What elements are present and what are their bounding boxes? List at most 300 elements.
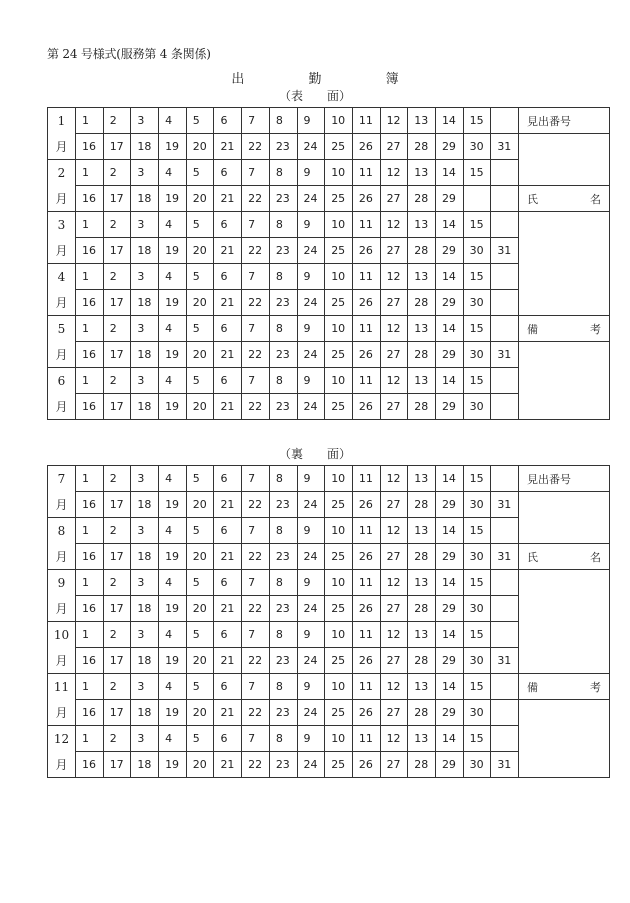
day-cell[interactable]: 27 xyxy=(380,290,408,316)
day-cell[interactable]: 23 xyxy=(269,752,297,778)
day-cell[interactable]: 16 xyxy=(76,752,104,778)
day-cell[interactable]: 7 xyxy=(242,108,270,134)
day-cell[interactable]: 4 xyxy=(159,570,187,596)
day-cell[interactable]: 6 xyxy=(214,570,242,596)
day-cell[interactable]: 27 xyxy=(380,544,408,570)
day-cell[interactable]: 21 xyxy=(214,134,242,160)
day-cell[interactable]: 25 xyxy=(325,544,353,570)
day-cell[interactable]: 18 xyxy=(131,544,159,570)
day-cell[interactable]: 19 xyxy=(159,186,187,212)
day-cell[interactable]: 20 xyxy=(186,700,214,726)
day-cell[interactable]: 19 xyxy=(159,752,187,778)
day-cell[interactable]: 3 xyxy=(131,316,159,342)
day-cell[interactable]: 28 xyxy=(408,134,436,160)
day-cell[interactable]: 29 xyxy=(435,492,463,518)
day-cell[interactable]: 22 xyxy=(242,186,270,212)
day-cell[interactable]: 22 xyxy=(242,492,270,518)
day-cell[interactable]: 13 xyxy=(408,726,436,752)
day-cell[interactable]: 26 xyxy=(352,342,380,368)
day-cell[interactable]: 22 xyxy=(242,596,270,622)
day-cell[interactable]: 13 xyxy=(408,466,436,492)
day-cell[interactable]: 24 xyxy=(297,752,325,778)
day-cell[interactable]: 10 xyxy=(325,212,353,238)
day-cell[interactable]: 9 xyxy=(297,264,325,290)
day-cell[interactable]: 25 xyxy=(325,648,353,674)
day-cell[interactable]: 31 xyxy=(491,134,519,160)
day-cell[interactable]: 8 xyxy=(269,518,297,544)
day-cell[interactable]: 3 xyxy=(131,570,159,596)
day-cell[interactable]: 7 xyxy=(242,622,270,648)
day-cell[interactable]: 9 xyxy=(297,622,325,648)
day-cell[interactable]: 3 xyxy=(131,212,159,238)
day-cell[interactable]: 10 xyxy=(325,108,353,134)
day-cell[interactable]: 26 xyxy=(352,186,380,212)
day-cell[interactable]: 30 xyxy=(463,134,491,160)
day-cell[interactable]: 22 xyxy=(242,544,270,570)
day-cell[interactable]: 16 xyxy=(76,134,104,160)
day-cell[interactable]: 10 xyxy=(325,570,353,596)
day-cell[interactable]: 20 xyxy=(186,186,214,212)
day-cell[interactable]: 28 xyxy=(408,342,436,368)
day-cell[interactable]: 11 xyxy=(352,466,380,492)
day-cell[interactable]: 20 xyxy=(186,752,214,778)
day-cell[interactable]: 17 xyxy=(103,700,131,726)
day-cell[interactable] xyxy=(491,108,519,134)
day-cell[interactable]: 17 xyxy=(103,134,131,160)
day-cell[interactable]: 23 xyxy=(269,596,297,622)
day-cell[interactable]: 23 xyxy=(269,492,297,518)
day-cell[interactable]: 12 xyxy=(380,368,408,394)
day-cell[interactable]: 1 xyxy=(76,108,104,134)
day-cell[interactable]: 13 xyxy=(408,518,436,544)
day-cell[interactable]: 21 xyxy=(214,394,242,420)
day-cell[interactable]: 26 xyxy=(352,134,380,160)
day-cell[interactable]: 16 xyxy=(76,492,104,518)
day-cell[interactable]: 5 xyxy=(186,108,214,134)
day-cell[interactable]: 17 xyxy=(103,342,131,368)
day-cell[interactable]: 15 xyxy=(463,570,491,596)
day-cell[interactable]: 13 xyxy=(408,108,436,134)
day-cell[interactable]: 13 xyxy=(408,368,436,394)
day-cell[interactable]: 15 xyxy=(463,518,491,544)
day-cell[interactable]: 2 xyxy=(103,466,131,492)
day-cell[interactable]: 4 xyxy=(159,212,187,238)
day-cell[interactable]: 7 xyxy=(242,726,270,752)
day-cell[interactable]: 9 xyxy=(297,368,325,394)
day-cell[interactable]: 22 xyxy=(242,394,270,420)
day-cell[interactable]: 21 xyxy=(214,700,242,726)
day-cell[interactable]: 23 xyxy=(269,648,297,674)
day-cell[interactable]: 17 xyxy=(103,238,131,264)
day-cell[interactable]: 20 xyxy=(186,238,214,264)
day-cell[interactable]: 7 xyxy=(242,368,270,394)
day-cell[interactable]: 11 xyxy=(352,674,380,700)
day-cell[interactable]: 22 xyxy=(242,290,270,316)
day-cell[interactable]: 24 xyxy=(297,134,325,160)
day-cell[interactable]: 9 xyxy=(297,466,325,492)
day-cell[interactable]: 25 xyxy=(325,596,353,622)
day-cell[interactable]: 28 xyxy=(408,752,436,778)
day-cell[interactable]: 30 xyxy=(463,596,491,622)
day-cell[interactable]: 25 xyxy=(325,342,353,368)
day-cell[interactable]: 18 xyxy=(131,394,159,420)
day-cell[interactable]: 7 xyxy=(242,518,270,544)
day-cell[interactable]: 25 xyxy=(325,186,353,212)
day-cell[interactable]: 9 xyxy=(297,160,325,186)
day-cell[interactable]: 25 xyxy=(325,700,353,726)
day-cell[interactable]: 19 xyxy=(159,394,187,420)
day-cell[interactable]: 3 xyxy=(131,674,159,700)
day-cell[interactable]: 16 xyxy=(76,290,104,316)
day-cell[interactable] xyxy=(491,700,519,726)
day-cell[interactable]: 22 xyxy=(242,700,270,726)
day-cell[interactable]: 4 xyxy=(159,466,187,492)
day-cell[interactable]: 16 xyxy=(76,648,104,674)
day-cell[interactable]: 16 xyxy=(76,394,104,420)
day-cell[interactable]: 12 xyxy=(380,726,408,752)
day-cell[interactable]: 18 xyxy=(131,648,159,674)
day-cell[interactable] xyxy=(491,186,519,212)
day-cell[interactable]: 5 xyxy=(186,212,214,238)
day-cell[interactable]: 9 xyxy=(297,726,325,752)
day-cell[interactable]: 10 xyxy=(325,518,353,544)
day-cell[interactable]: 14 xyxy=(435,466,463,492)
remarks-field[interactable] xyxy=(519,342,610,420)
day-cell[interactable]: 31 xyxy=(491,342,519,368)
day-cell[interactable]: 31 xyxy=(491,544,519,570)
day-cell[interactable]: 1 xyxy=(76,622,104,648)
day-cell[interactable]: 8 xyxy=(269,264,297,290)
day-cell[interactable]: 3 xyxy=(131,108,159,134)
day-cell[interactable]: 8 xyxy=(269,570,297,596)
day-cell[interactable]: 14 xyxy=(435,726,463,752)
day-cell[interactable]: 18 xyxy=(131,342,159,368)
day-cell[interactable]: 12 xyxy=(380,518,408,544)
day-cell[interactable]: 4 xyxy=(159,518,187,544)
day-cell[interactable]: 5 xyxy=(186,674,214,700)
day-cell[interactable]: 21 xyxy=(214,238,242,264)
day-cell[interactable]: 24 xyxy=(297,290,325,316)
day-cell[interactable]: 12 xyxy=(380,570,408,596)
day-cell[interactable] xyxy=(491,466,519,492)
day-cell[interactable]: 16 xyxy=(76,238,104,264)
day-cell[interactable]: 23 xyxy=(269,134,297,160)
day-cell[interactable]: 2 xyxy=(103,108,131,134)
day-cell[interactable]: 10 xyxy=(325,316,353,342)
day-cell[interactable]: 24 xyxy=(297,492,325,518)
day-cell[interactable]: 12 xyxy=(380,316,408,342)
day-cell[interactable] xyxy=(491,160,519,186)
day-cell[interactable]: 30 xyxy=(463,752,491,778)
day-cell[interactable]: 26 xyxy=(352,596,380,622)
day-cell[interactable]: 26 xyxy=(352,700,380,726)
day-cell[interactable] xyxy=(491,316,519,342)
day-cell[interactable]: 21 xyxy=(214,186,242,212)
day-cell[interactable]: 18 xyxy=(131,492,159,518)
day-cell[interactable] xyxy=(491,726,519,752)
day-cell[interactable]: 19 xyxy=(159,290,187,316)
day-cell[interactable]: 26 xyxy=(352,394,380,420)
day-cell[interactable]: 4 xyxy=(159,264,187,290)
day-cell[interactable]: 4 xyxy=(159,160,187,186)
day-cell[interactable]: 10 xyxy=(325,726,353,752)
day-cell[interactable]: 14 xyxy=(435,160,463,186)
day-cell[interactable]: 13 xyxy=(408,212,436,238)
day-cell[interactable]: 31 xyxy=(491,238,519,264)
day-cell[interactable]: 13 xyxy=(408,264,436,290)
day-cell[interactable]: 3 xyxy=(131,518,159,544)
day-cell[interactable]: 18 xyxy=(131,700,159,726)
day-cell[interactable]: 3 xyxy=(131,466,159,492)
day-cell[interactable]: 30 xyxy=(463,238,491,264)
day-cell[interactable]: 11 xyxy=(352,316,380,342)
day-cell[interactable]: 8 xyxy=(269,368,297,394)
day-cell[interactable]: 23 xyxy=(269,238,297,264)
day-cell[interactable]: 10 xyxy=(325,264,353,290)
day-cell[interactable]: 31 xyxy=(491,752,519,778)
day-cell[interactable]: 1 xyxy=(76,368,104,394)
day-cell[interactable]: 20 xyxy=(186,544,214,570)
day-cell[interactable]: 14 xyxy=(435,212,463,238)
day-cell[interactable]: 25 xyxy=(325,492,353,518)
day-cell[interactable]: 2 xyxy=(103,212,131,238)
day-cell[interactable]: 8 xyxy=(269,622,297,648)
day-cell[interactable]: 6 xyxy=(214,264,242,290)
day-cell[interactable]: 6 xyxy=(214,466,242,492)
day-cell[interactable]: 24 xyxy=(297,700,325,726)
day-cell[interactable]: 1 xyxy=(76,466,104,492)
day-cell[interactable]: 13 xyxy=(408,160,436,186)
name-field[interactable] xyxy=(519,570,610,674)
day-cell[interactable]: 18 xyxy=(131,134,159,160)
day-cell[interactable]: 12 xyxy=(380,466,408,492)
day-cell[interactable]: 24 xyxy=(297,394,325,420)
day-cell[interactable]: 12 xyxy=(380,622,408,648)
day-cell[interactable]: 6 xyxy=(214,108,242,134)
day-cell[interactable]: 13 xyxy=(408,316,436,342)
day-cell[interactable]: 18 xyxy=(131,752,159,778)
day-cell[interactable]: 4 xyxy=(159,368,187,394)
day-cell[interactable]: 8 xyxy=(269,160,297,186)
day-cell[interactable]: 4 xyxy=(159,674,187,700)
day-cell[interactable]: 8 xyxy=(269,674,297,700)
day-cell[interactable]: 11 xyxy=(352,622,380,648)
day-cell[interactable]: 25 xyxy=(325,752,353,778)
day-cell[interactable]: 30 xyxy=(463,394,491,420)
day-cell[interactable]: 2 xyxy=(103,160,131,186)
day-cell[interactable]: 4 xyxy=(159,622,187,648)
day-cell[interactable]: 20 xyxy=(186,342,214,368)
day-cell[interactable]: 14 xyxy=(435,570,463,596)
day-cell[interactable]: 14 xyxy=(435,316,463,342)
day-cell[interactable]: 6 xyxy=(214,160,242,186)
day-cell[interactable]: 10 xyxy=(325,674,353,700)
day-cell[interactable]: 15 xyxy=(463,212,491,238)
day-cell[interactable]: 29 xyxy=(435,134,463,160)
day-cell[interactable]: 12 xyxy=(380,160,408,186)
day-cell[interactable]: 9 xyxy=(297,570,325,596)
day-cell[interactable]: 12 xyxy=(380,212,408,238)
day-cell[interactable]: 27 xyxy=(380,492,408,518)
day-cell[interactable]: 16 xyxy=(76,700,104,726)
day-cell[interactable]: 5 xyxy=(186,316,214,342)
day-cell[interactable]: 11 xyxy=(352,368,380,394)
day-cell[interactable]: 2 xyxy=(103,264,131,290)
day-cell[interactable]: 26 xyxy=(352,492,380,518)
day-cell[interactable]: 11 xyxy=(352,108,380,134)
day-cell[interactable]: 1 xyxy=(76,518,104,544)
day-cell[interactable]: 29 xyxy=(435,700,463,726)
day-cell[interactable]: 8 xyxy=(269,212,297,238)
day-cell[interactable]: 19 xyxy=(159,238,187,264)
day-cell[interactable]: 29 xyxy=(435,394,463,420)
day-cell[interactable]: 20 xyxy=(186,394,214,420)
day-cell[interactable]: 9 xyxy=(297,316,325,342)
day-cell[interactable]: 21 xyxy=(214,290,242,316)
day-cell[interactable] xyxy=(491,674,519,700)
day-cell[interactable]: 12 xyxy=(380,674,408,700)
day-cell[interactable]: 7 xyxy=(242,674,270,700)
day-cell[interactable]: 15 xyxy=(463,726,491,752)
day-cell[interactable]: 17 xyxy=(103,492,131,518)
day-cell[interactable]: 6 xyxy=(214,726,242,752)
day-cell[interactable]: 27 xyxy=(380,186,408,212)
day-cell[interactable] xyxy=(491,264,519,290)
day-cell[interactable]: 20 xyxy=(186,134,214,160)
day-cell[interactable]: 10 xyxy=(325,466,353,492)
day-cell[interactable]: 6 xyxy=(214,622,242,648)
day-cell[interactable]: 21 xyxy=(214,596,242,622)
day-cell[interactable]: 11 xyxy=(352,570,380,596)
day-cell[interactable] xyxy=(491,596,519,622)
day-cell[interactable]: 3 xyxy=(131,160,159,186)
day-cell[interactable]: 16 xyxy=(76,342,104,368)
day-cell[interactable]: 30 xyxy=(463,492,491,518)
day-cell[interactable]: 26 xyxy=(352,290,380,316)
day-cell[interactable]: 2 xyxy=(103,622,131,648)
day-cell[interactable]: 16 xyxy=(76,186,104,212)
day-cell[interactable]: 23 xyxy=(269,342,297,368)
day-cell[interactable]: 4 xyxy=(159,316,187,342)
day-cell[interactable]: 22 xyxy=(242,238,270,264)
day-cell[interactable]: 9 xyxy=(297,108,325,134)
day-cell[interactable]: 14 xyxy=(435,368,463,394)
day-cell[interactable] xyxy=(491,212,519,238)
day-cell[interactable] xyxy=(491,394,519,420)
day-cell[interactable]: 6 xyxy=(214,674,242,700)
day-cell[interactable]: 29 xyxy=(435,238,463,264)
day-cell[interactable]: 2 xyxy=(103,518,131,544)
day-cell[interactable]: 30 xyxy=(463,700,491,726)
day-cell[interactable]: 4 xyxy=(159,726,187,752)
day-cell[interactable]: 23 xyxy=(269,186,297,212)
day-cell[interactable]: 1 xyxy=(76,570,104,596)
day-cell[interactable]: 18 xyxy=(131,186,159,212)
day-cell[interactable]: 19 xyxy=(159,596,187,622)
day-cell[interactable]: 26 xyxy=(352,648,380,674)
day-cell[interactable]: 30 xyxy=(463,290,491,316)
day-cell[interactable]: 5 xyxy=(186,570,214,596)
day-cell[interactable]: 2 xyxy=(103,570,131,596)
day-cell[interactable]: 8 xyxy=(269,466,297,492)
day-cell[interactable]: 17 xyxy=(103,290,131,316)
day-cell[interactable]: 27 xyxy=(380,596,408,622)
day-cell[interactable]: 15 xyxy=(463,108,491,134)
day-cell[interactable]: 19 xyxy=(159,544,187,570)
day-cell[interactable]: 15 xyxy=(463,264,491,290)
day-cell[interactable]: 24 xyxy=(297,238,325,264)
day-cell[interactable]: 14 xyxy=(435,108,463,134)
day-cell[interactable]: 16 xyxy=(76,544,104,570)
day-cell[interactable]: 2 xyxy=(103,726,131,752)
day-cell[interactable]: 19 xyxy=(159,492,187,518)
day-cell[interactable]: 3 xyxy=(131,264,159,290)
day-cell[interactable]: 1 xyxy=(76,264,104,290)
day-cell[interactable]: 30 xyxy=(463,544,491,570)
day-cell[interactable]: 7 xyxy=(242,570,270,596)
day-cell[interactable]: 17 xyxy=(103,596,131,622)
day-cell[interactable]: 6 xyxy=(214,518,242,544)
day-cell[interactable]: 21 xyxy=(214,544,242,570)
day-cell[interactable]: 28 xyxy=(408,492,436,518)
day-cell[interactable]: 27 xyxy=(380,394,408,420)
day-cell[interactable]: 20 xyxy=(186,492,214,518)
day-cell[interactable]: 12 xyxy=(380,264,408,290)
day-cell[interactable]: 7 xyxy=(242,466,270,492)
day-cell[interactable]: 29 xyxy=(435,596,463,622)
day-cell[interactable]: 21 xyxy=(214,492,242,518)
day-cell[interactable]: 19 xyxy=(159,134,187,160)
day-cell[interactable]: 5 xyxy=(186,518,214,544)
day-cell[interactable]: 1 xyxy=(76,726,104,752)
day-cell[interactable]: 28 xyxy=(408,186,436,212)
day-cell[interactable]: 27 xyxy=(380,752,408,778)
day-cell[interactable]: 22 xyxy=(242,342,270,368)
day-cell[interactable]: 3 xyxy=(131,622,159,648)
day-cell[interactable]: 3 xyxy=(131,726,159,752)
day-cell[interactable]: 26 xyxy=(352,238,380,264)
day-cell[interactable]: 25 xyxy=(325,290,353,316)
day-cell[interactable]: 22 xyxy=(242,134,270,160)
day-cell[interactable] xyxy=(491,622,519,648)
day-cell[interactable]: 24 xyxy=(297,596,325,622)
day-cell[interactable]: 29 xyxy=(435,186,463,212)
day-cell[interactable] xyxy=(463,186,491,212)
day-cell[interactable]: 28 xyxy=(408,596,436,622)
day-cell[interactable]: 31 xyxy=(491,492,519,518)
name-field[interactable] xyxy=(519,212,610,316)
day-cell[interactable]: 16 xyxy=(76,596,104,622)
heading-number-field[interactable] xyxy=(519,492,610,544)
remarks-field[interactable] xyxy=(519,700,610,778)
day-cell[interactable]: 22 xyxy=(242,752,270,778)
day-cell[interactable]: 4 xyxy=(159,108,187,134)
day-cell[interactable]: 15 xyxy=(463,674,491,700)
day-cell[interactable]: 27 xyxy=(380,342,408,368)
day-cell[interactable]: 6 xyxy=(214,212,242,238)
day-cell[interactable]: 19 xyxy=(159,700,187,726)
day-cell[interactable]: 13 xyxy=(408,674,436,700)
day-cell[interactable] xyxy=(491,570,519,596)
day-cell[interactable]: 5 xyxy=(186,622,214,648)
day-cell[interactable]: 17 xyxy=(103,752,131,778)
day-cell[interactable]: 2 xyxy=(103,368,131,394)
day-cell[interactable]: 25 xyxy=(325,238,353,264)
day-cell[interactable]: 8 xyxy=(269,316,297,342)
day-cell[interactable] xyxy=(491,368,519,394)
day-cell[interactable]: 14 xyxy=(435,518,463,544)
day-cell[interactable]: 3 xyxy=(131,368,159,394)
